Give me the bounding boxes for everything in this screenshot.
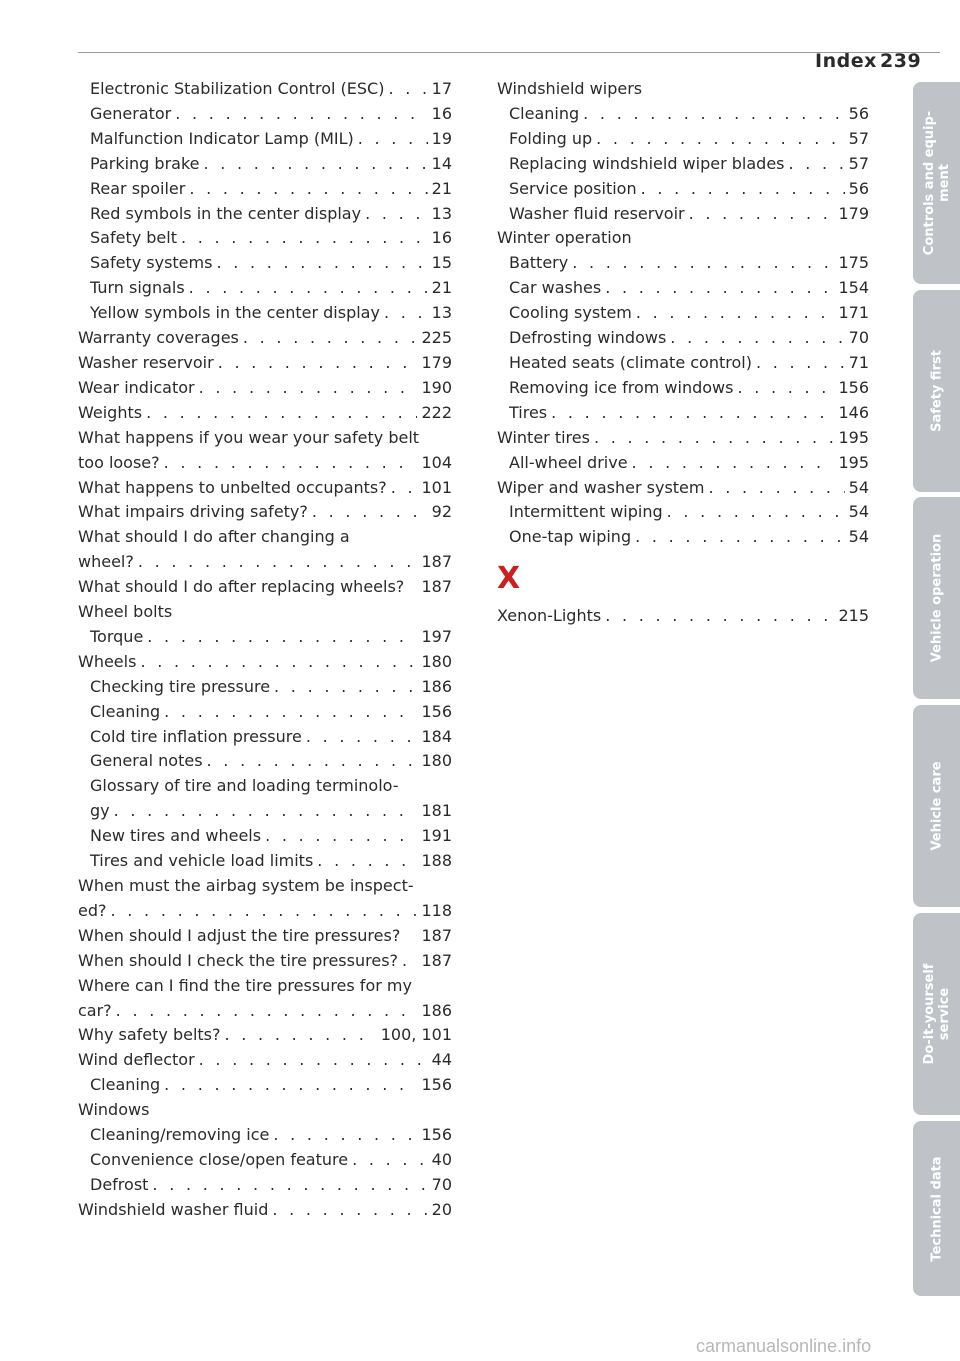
- index-entry[interactable]: [78, 326, 452, 351]
- entry-label: too loose?: [78, 452, 160, 472]
- dot-leader: [114, 799, 418, 824]
- entry-page-number: 13: [431, 303, 452, 323]
- dot-leader: [164, 451, 418, 476]
- entry-page-number: 21: [431, 278, 452, 298]
- entry-page-number: 15: [431, 253, 452, 273]
- side-tab-label: Safety first: [929, 350, 944, 432]
- side-tab[interactable]: [913, 705, 960, 907]
- entry-page-number: 146: [838, 402, 869, 422]
- dot-leader: [207, 749, 418, 774]
- side-tab[interactable]: [913, 1121, 960, 1296]
- entry-label: Why safety belts?: [78, 1025, 221, 1045]
- entry-page-number: 101: [421, 477, 452, 497]
- entry-label: Wind deflector: [78, 1050, 195, 1070]
- dot-leader: [164, 700, 417, 725]
- entry-label: Wheels: [78, 651, 137, 671]
- index-entry[interactable]: [497, 351, 869, 376]
- index-entry[interactable]: [78, 725, 452, 750]
- index-entry[interactable]: [78, 226, 452, 251]
- entry-page-number: 19: [431, 128, 452, 148]
- entry-page-number: 180: [421, 651, 452, 671]
- entry-label: Tires: [509, 402, 548, 422]
- entry-page-number: 195: [838, 427, 869, 447]
- index-entry[interactable]: [78, 1123, 452, 1148]
- index-entry[interactable]: [78, 251, 452, 276]
- entry-page-number: 14: [431, 153, 452, 173]
- index-entry[interactable]: [497, 152, 869, 177]
- index-entry[interactable]: [497, 276, 869, 301]
- dot-leader: [164, 1073, 417, 1098]
- dot-leader: [605, 276, 834, 301]
- index-entry[interactable]: [497, 251, 869, 276]
- index-heading: What happens if you wear your safety belt: [78, 427, 420, 447]
- entry-page-number: 57: [848, 153, 869, 173]
- entry-label: Cleaning: [509, 103, 580, 123]
- entry-label: Weights: [78, 402, 143, 422]
- side-tab-label: Do-it-yourself service: [921, 963, 952, 1065]
- index-entry[interactable]: [78, 301, 452, 326]
- dot-leader: [596, 127, 844, 152]
- entry-page-number: 21: [431, 178, 452, 198]
- dot-leader: [636, 301, 835, 326]
- index-entry[interactable]: [78, 1173, 452, 1198]
- entry-label: Electronic Stabilization Control (ESC): [90, 79, 385, 98]
- entry-label: ed?: [78, 900, 107, 920]
- dot-leader: [391, 476, 418, 501]
- index-entry[interactable]: [78, 1073, 452, 1098]
- index-heading: What should I do after changing a: [78, 527, 350, 547]
- dot-leader: [594, 426, 834, 451]
- side-tab[interactable]: [913, 913, 960, 1115]
- index-entry[interactable]: [78, 451, 452, 476]
- index-entry[interactable]: [78, 824, 452, 849]
- entry-page-number: 56: [848, 178, 869, 198]
- dot-leader: [352, 1148, 428, 1173]
- entry-page-number: 175: [838, 253, 869, 273]
- dot-leader: [175, 102, 427, 127]
- header-rule: [78, 52, 940, 53]
- entry-label: gy: [90, 801, 110, 821]
- entry-page-number: 187: [421, 577, 452, 597]
- entry-label: Cleaning: [90, 1075, 161, 1095]
- dot-leader: [116, 999, 418, 1024]
- dot-leader: [189, 276, 428, 301]
- index-entry[interactable]: [78, 127, 452, 152]
- entry-label: Defrost: [90, 1174, 149, 1194]
- entry-label: Car washes: [509, 278, 602, 298]
- dot-leader: [388, 77, 427, 102]
- dot-leader: [583, 102, 844, 127]
- index-entry[interactable]: [78, 650, 452, 675]
- dot-leader: [641, 177, 845, 202]
- entry-label: Parking brake: [90, 153, 200, 173]
- entry-page-number: 179: [838, 203, 869, 223]
- side-tab-label: Vehicle care: [929, 761, 944, 851]
- entry-page-number: 215: [838, 606, 869, 626]
- entry-page-number: 54: [848, 527, 869, 547]
- page-section-title: Index: [815, 50, 877, 72]
- index-entry[interactable]: [78, 799, 452, 824]
- entry-page-number: 181: [421, 801, 452, 821]
- dot-leader: [199, 376, 418, 401]
- side-tab-label: Controls and equip- ment: [921, 110, 952, 256]
- index-entry[interactable]: [497, 451, 869, 476]
- entry-page-number: 156: [421, 1125, 452, 1145]
- index-entry[interactable]: [78, 77, 452, 102]
- entry-label: All-wheel drive: [509, 452, 628, 472]
- dot-leader: [708, 476, 844, 501]
- index-entry[interactable]: [497, 525, 869, 550]
- index-heading: Glossary of tire and loading terminolo-: [90, 776, 399, 796]
- entry-label: New tires and wheels: [90, 826, 262, 846]
- entry-page-number: 156: [421, 701, 452, 721]
- entry-page-number: 184: [421, 726, 452, 746]
- entry-label: Wiper and washer system: [497, 477, 705, 497]
- index-entry[interactable]: [78, 625, 452, 650]
- entry-label: Checking tire pressure: [90, 676, 271, 696]
- index-entry[interactable]: [78, 401, 452, 426]
- entry-page-number: 190: [421, 377, 452, 397]
- index-entry[interactable]: [78, 575, 452, 600]
- entry-label: Cleaning: [90, 701, 161, 721]
- entry-page-number: 70: [848, 328, 869, 348]
- entry-label: Convenience close/open feature: [90, 1149, 349, 1169]
- index-entry[interactable]: [497, 326, 869, 351]
- index-entry[interactable]: [497, 401, 869, 426]
- entry-label: Cleaning/removing ice: [90, 1125, 270, 1145]
- entry-label: Safety systems: [90, 253, 213, 273]
- entry-page-number: 40: [431, 1149, 452, 1169]
- index-entry[interactable]: [78, 749, 452, 774]
- entry-label: Yellow symbols in the center display: [90, 303, 380, 323]
- dot-leader: [670, 326, 844, 351]
- index-heading: Windshield wipers: [497, 79, 643, 98]
- entry-page-number: 187: [421, 925, 452, 945]
- dot-leader: [203, 152, 427, 177]
- entry-label: Generator: [90, 103, 172, 123]
- dot-leader: [572, 251, 834, 276]
- index-entry[interactable]: [78, 899, 452, 924]
- index-heading: Windows: [78, 1100, 150, 1120]
- dot-leader: [147, 625, 417, 650]
- dot-leader: [551, 401, 834, 426]
- dot-leader: [146, 401, 417, 426]
- entry-page-number: 222: [421, 402, 452, 422]
- index-entry[interactable]: [78, 1148, 452, 1173]
- entry-page-number: 70: [431, 1174, 452, 1194]
- dot-leader: [225, 1023, 377, 1048]
- dot-leader: [199, 1048, 428, 1073]
- index-entry[interactable]: [78, 1023, 452, 1048]
- index-entry[interactable]: [78, 949, 452, 974]
- dot-leader: [216, 251, 427, 276]
- entry-label: Battery: [509, 253, 569, 273]
- entry-label: car?: [78, 1000, 112, 1020]
- index-entry[interactable]: [78, 550, 452, 575]
- entry-label: One-tap wiping: [509, 527, 632, 547]
- index-entry[interactable]: [78, 351, 452, 376]
- index-column-left: [78, 77, 452, 1223]
- entry-label: Warranty coverages: [78, 328, 239, 348]
- entry-page-number: 156: [421, 1075, 452, 1095]
- index-entry[interactable]: [497, 376, 869, 401]
- entry-page-number: 197: [421, 626, 452, 646]
- index-heading: Where can I find the tire pressures for my: [78, 975, 412, 995]
- dot-leader: [365, 202, 428, 227]
- entry-label: Service position: [509, 178, 637, 198]
- index-entry[interactable]: [78, 476, 452, 501]
- entry-page-number: 154: [838, 278, 869, 298]
- entry-page-number: 100, 101: [380, 1025, 452, 1045]
- side-tab[interactable]: [913, 82, 960, 284]
- entry-page-number: 20: [431, 1199, 452, 1219]
- index-heading: Wheel bolts: [78, 602, 173, 622]
- dot-leader: [358, 127, 428, 152]
- index-heading: When must the airbag system be inspect-: [78, 876, 414, 895]
- index-entry[interactable]: [78, 152, 452, 177]
- dot-leader: [152, 1173, 427, 1198]
- index-entry[interactable]: [78, 1198, 452, 1223]
- entry-label: When should I check the tire pressures?: [78, 950, 399, 970]
- index-entry[interactable]: [497, 604, 869, 629]
- dot-leader: [181, 226, 428, 251]
- letter-heading-x: X: [497, 561, 521, 597]
- dot-leader: [756, 351, 845, 376]
- entry-page-number: 56: [848, 103, 869, 123]
- entry-label: Cooling system: [509, 303, 632, 323]
- index-entry[interactable]: [497, 301, 869, 326]
- index-entry[interactable]: [78, 102, 452, 127]
- dot-leader: [265, 824, 417, 849]
- index-entry[interactable]: [497, 500, 869, 525]
- entry-label: Malfunction Indicator Lamp (MIL): [90, 128, 354, 148]
- dot-leader: [272, 1198, 427, 1223]
- entry-label: Heated seats (climate control): [509, 352, 752, 372]
- entry-label: Torque: [90, 626, 144, 646]
- index-entry[interactable]: [497, 177, 869, 202]
- dot-leader: [273, 1123, 417, 1148]
- side-tab[interactable]: [913, 497, 960, 699]
- dot-leader: [243, 326, 418, 351]
- dot-leader: [218, 351, 418, 376]
- entry-page-number: 16: [431, 228, 452, 248]
- entry-page-number: 92: [431, 502, 452, 522]
- entry-label: General notes: [90, 751, 203, 771]
- entry-page-number: 17: [431, 79, 452, 98]
- entry-label: Winter tires: [497, 427, 590, 447]
- index-entry[interactable]: [497, 476, 869, 501]
- entry-label: When should I adjust the tire pressures?: [78, 925, 401, 945]
- index-entry[interactable]: [78, 700, 452, 725]
- dot-leader: [189, 177, 427, 202]
- entry-page-number: 179: [421, 352, 452, 372]
- index-entry[interactable]: [78, 924, 452, 949]
- entry-label: Xenon-Lights: [497, 606, 602, 626]
- index-entry[interactable]: [78, 202, 452, 227]
- entry-page-number: 57: [848, 128, 869, 148]
- entry-page-number: 191: [421, 826, 452, 846]
- index-entry[interactable]: [78, 1048, 452, 1073]
- entry-page-number: 13: [431, 203, 452, 223]
- entry-page-number: 118: [421, 900, 452, 920]
- dot-leader: [384, 301, 428, 326]
- entry-label: What impairs driving safety?: [78, 502, 308, 522]
- entry-label: Safety belt: [90, 228, 177, 248]
- entry-label: Turn signals: [90, 278, 185, 298]
- index-entry[interactable]: [78, 177, 452, 202]
- watermark: carmanualsonline.info: [696, 1336, 872, 1356]
- dot-leader: [402, 949, 417, 974]
- entry-page-number: 104: [421, 452, 452, 472]
- entry-label: wheel?: [78, 552, 134, 572]
- index-entry[interactable]: [78, 999, 452, 1024]
- index-entry[interactable]: [78, 500, 452, 525]
- dot-leader: [312, 500, 428, 525]
- entry-label: Folding up: [509, 128, 593, 148]
- index-entry[interactable]: [78, 376, 452, 401]
- entry-label: Removing ice from windows: [509, 377, 734, 397]
- entry-label: Tires and vehicle load limits: [90, 851, 314, 871]
- entry-page-number: 71: [848, 352, 869, 372]
- dot-leader: [317, 849, 417, 874]
- index-entry[interactable]: [497, 102, 869, 127]
- entry-label: What should I do after replacing wheels?: [78, 577, 405, 597]
- entry-page-number: 156: [838, 377, 869, 397]
- entry-page-number: 186: [421, 1000, 452, 1020]
- side-tab[interactable]: [913, 290, 960, 492]
- index-heading: Winter operation: [497, 228, 632, 248]
- dot-leader: [737, 376, 834, 401]
- entry-page-number: 44: [431, 1050, 452, 1070]
- entry-label: Cold tire inflation pressure: [90, 726, 302, 746]
- entry-label: Defrosting windows: [509, 328, 667, 348]
- side-tab-label: Vehicle operation: [929, 533, 944, 663]
- entry-page-number: 16: [431, 103, 452, 123]
- index-entry[interactable]: [78, 675, 452, 700]
- entry-label: Washer reservoir: [78, 352, 214, 372]
- index-entry[interactable]: [497, 202, 869, 227]
- dot-leader: [667, 500, 845, 525]
- page-number: 239: [880, 50, 922, 72]
- index-entry[interactable]: [78, 276, 452, 301]
- dot-leader: [635, 525, 845, 550]
- index-column-right: [497, 77, 869, 629]
- dot-leader: [789, 152, 845, 177]
- dot-leader: [274, 675, 417, 700]
- entry-label: Windshield washer fluid: [78, 1199, 269, 1219]
- dot-leader: [138, 550, 418, 575]
- dot-leader: [306, 725, 418, 750]
- entry-page-number: 225: [421, 328, 452, 348]
- entry-label: Red symbols in the center display: [90, 203, 362, 223]
- index-entry[interactable]: [497, 426, 869, 451]
- entry-page-number: 195: [838, 452, 869, 472]
- entry-label: Rear spoiler: [90, 178, 186, 198]
- dot-leader: [111, 899, 418, 924]
- entry-page-number: 187: [421, 950, 452, 970]
- entry-page-number: 188: [421, 851, 452, 871]
- entry-page-number: 171: [838, 303, 869, 323]
- dot-leader: [605, 604, 834, 629]
- entry-page-number: 54: [848, 502, 869, 522]
- entry-page-number: 54: [848, 477, 869, 497]
- entry-page-number: 180: [421, 751, 452, 771]
- entry-page-number: 187: [421, 552, 452, 572]
- index-entry[interactable]: [497, 127, 869, 152]
- dot-leader: [689, 202, 835, 227]
- entry-label: Washer fluid reservoir: [509, 203, 685, 223]
- entry-label: Intermittent wiping: [509, 502, 663, 522]
- entry-label: Replacing windshield wiper blades: [509, 153, 785, 173]
- dot-leader: [140, 650, 417, 675]
- entry-label: What happens to unbelted occupants?: [78, 477, 387, 497]
- entry-label: Wear indicator: [78, 377, 195, 397]
- dot-leader: [632, 451, 835, 476]
- index-entry[interactable]: [78, 849, 452, 874]
- entry-page-number: 186: [421, 676, 452, 696]
- side-tab-label: Technical data: [929, 1155, 944, 1262]
